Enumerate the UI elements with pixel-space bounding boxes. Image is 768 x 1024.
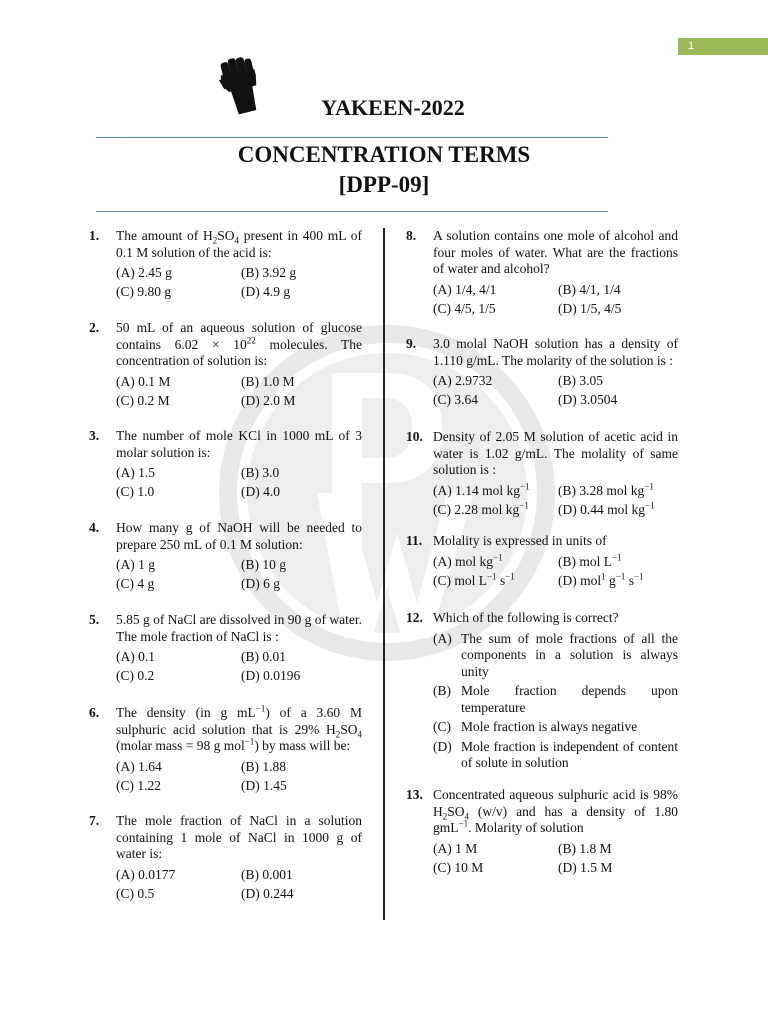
option-c: [433, 502, 529, 519]
option-label: (B): [241, 465, 263, 480]
question-stem: A solution contains one mole of alcohol and four moles of water. What are the fractions of water and alcohol?: [433, 228, 678, 276]
option-a: [433, 282, 496, 299]
column-divider: [383, 228, 385, 920]
option-text: 0.2 M: [137, 392, 170, 408]
option-text: 10 M: [454, 859, 484, 875]
option-b: [241, 759, 286, 776]
question-number: 3.: [89, 428, 100, 443]
question-stem: The density (in g $mL^{-1}$) of a 3.60 M sulphuric acid solution that is 29% $H_2SO_4$ (molar mass = 98 g mol$^{-1}$) by mass will be:: [116, 703, 362, 753]
dpp-number: [DPP-09]: [338, 172, 430, 197]
option-a: [116, 265, 172, 282]
option-text: 1.22: [137, 777, 161, 793]
option-text: 0.1: [138, 649, 155, 664]
option-c: [116, 484, 154, 501]
option-label: (A): [116, 265, 139, 280]
option-label: (B): [241, 373, 263, 389]
question-number: 4.: [89, 520, 100, 535]
option-label: (D): [241, 284, 264, 299]
option-label: (C): [433, 859, 455, 875]
option-text: 0.001: [262, 866, 293, 882]
option-text: 0.0196: [263, 668, 301, 683]
option-text: The sum of mole fractions of all the components in a solution is always unity: [461, 630, 678, 679]
option-label: (A): [116, 866, 139, 882]
option-label: (A): [433, 373, 456, 388]
option-c: [116, 393, 170, 410]
option-c: [433, 573, 515, 590]
question-number: 12.: [406, 610, 423, 625]
option-text: 10 g: [262, 557, 286, 572]
option-c: [433, 301, 496, 318]
option-text: 1 g: [138, 557, 155, 572]
option-label: (D): [558, 572, 581, 588]
option-a: [116, 374, 170, 391]
option-c: [116, 886, 154, 903]
option-label: (C): [116, 484, 138, 499]
option-text: Mole fraction is always negative: [461, 719, 638, 734]
option-text: mol $L^{-1}$ $s^{-1}$: [454, 571, 515, 588]
option-text: 1/4, 4/1: [455, 281, 497, 297]
question-stem: The number of mole KCl in 1000 mL of 3 molar solution is:: [116, 428, 362, 460]
option-label: (A): [433, 630, 452, 646]
option-text: 3.28 mol $kg^{-1}$: [579, 481, 654, 498]
option-text: 1.64: [138, 758, 162, 774]
option-label: (D): [241, 777, 264, 793]
option-label: (D): [558, 300, 581, 316]
option-label: (B): [558, 281, 580, 297]
option-text: 3.0504: [580, 392, 618, 407]
option-text: 4.9 g: [263, 284, 291, 299]
option-text: 0.2: [137, 668, 155, 683]
option-text: 3.64: [454, 392, 478, 407]
option-label: (D): [241, 885, 264, 901]
option-a: [116, 759, 162, 776]
option-c: [433, 860, 483, 877]
option-label: (C): [116, 392, 138, 408]
option-a: [433, 373, 492, 390]
question-number: 6.: [89, 705, 100, 720]
option-label: (A): [433, 482, 456, 498]
question-number: 7.: [89, 813, 100, 828]
option-text: 1.0 M: [262, 373, 295, 389]
question-number: 11.: [406, 533, 423, 548]
option-text: 0.44 mol $kg^{-1}$: [580, 500, 655, 517]
question-number: 8.: [406, 228, 417, 243]
option-text: 4.0: [263, 484, 280, 499]
option-d: [241, 284, 290, 301]
option-text: 0.244: [263, 885, 294, 901]
option-text: 4/1, 1/4: [579, 281, 621, 297]
option-b: [241, 465, 279, 482]
question-stem: The amount of $H_2SO_4$ present in 400 mL of 0.1 M solution of the acid is:: [116, 228, 362, 260]
option-b: [558, 554, 622, 571]
option-label: (A): [433, 281, 456, 297]
option-b: [241, 374, 295, 391]
option-c: [116, 284, 171, 301]
option-label: (B): [241, 866, 263, 882]
option-label: (D): [241, 668, 264, 683]
question-number: 13.: [406, 787, 423, 802]
option-text: 3.05: [579, 373, 603, 388]
option-text: 2.45 g: [138, 265, 172, 280]
option-text: 1.8 M: [579, 840, 612, 856]
option-a: [433, 483, 530, 500]
option-label: (D): [241, 392, 264, 408]
option-label: (B): [558, 553, 580, 569]
page-number-badge: 1: [678, 38, 768, 55]
option-d: [241, 886, 294, 903]
option-label: (B): [433, 683, 451, 698]
option-label: (B): [558, 840, 580, 856]
option-b: [241, 557, 286, 574]
option-text: 2.9732: [455, 373, 493, 388]
option-text: 1.88: [262, 758, 286, 774]
option-label: (D): [558, 501, 581, 517]
option-a: [433, 841, 477, 858]
option-d: [241, 484, 280, 501]
option-label: (A): [116, 465, 139, 480]
question-stem: Molality is expressed in units of: [433, 533, 607, 548]
question-stem: Concentrated aqueous sulphuric acid is 98% $H_2SO_4$ (w/v) and has a density of 1.80 gmL$^{-1}$. Molarity of solution: [433, 787, 678, 835]
option-label: (D): [558, 392, 581, 407]
option-text: 0.0177: [138, 866, 176, 882]
option-text: 1.5 M: [580, 859, 613, 875]
option-text: mol$^1$ $g^{-1}$ $s^{-1}$: [580, 571, 644, 588]
question-number: 9.: [406, 336, 417, 351]
option-text: 0.5: [137, 885, 155, 901]
option-a: [116, 867, 175, 884]
option-d: [558, 573, 644, 590]
question-stem: 50 mL of an aqueous solution of glucose contains $6.02 \times 10^{22}$ molecules. The concentration of solution is:: [116, 320, 362, 368]
question-stem: Which of the following is correct?: [433, 610, 619, 625]
option-d: [558, 860, 612, 877]
option-label: (C): [433, 719, 451, 734]
option-label: (B): [241, 758, 263, 774]
title-divider: [96, 137, 608, 138]
option-text: 1 M: [455, 840, 478, 856]
option-text: 3.0: [262, 465, 280, 480]
option-label: (B): [558, 373, 580, 388]
question-number: 1.: [89, 228, 100, 243]
option-c: [433, 392, 478, 409]
option-label: (B): [241, 649, 263, 664]
option-c: [116, 576, 154, 593]
option-d: [558, 301, 621, 318]
header-divider: [96, 211, 608, 212]
option-label: (C): [433, 572, 455, 588]
option-text: Mole fraction is independent of content of solute in solution: [461, 738, 678, 770]
option-label: (C): [116, 885, 138, 901]
option-label: (B): [241, 265, 263, 280]
option-label: (C): [433, 501, 455, 517]
option-text: mol $L^{-1}$: [579, 552, 622, 569]
option-text: 9.80 g: [137, 284, 172, 299]
option-label: (C): [116, 668, 138, 683]
question-number: 2.: [89, 320, 100, 335]
option-d: [241, 668, 300, 685]
option-text: 1.45: [263, 777, 287, 793]
option-label: (A): [116, 373, 139, 389]
option-b: [558, 841, 612, 858]
option-label: (C): [116, 777, 138, 793]
option-b: [558, 483, 654, 500]
option-a: [433, 554, 503, 571]
option-b: [241, 649, 286, 666]
option-text: 1.0: [137, 484, 155, 499]
page-title: YAKEEN-2022: [321, 95, 465, 120]
option-text: 2.28 mol $kg^{-1}$: [454, 500, 529, 517]
option-label: (C): [433, 300, 455, 316]
option-text: 4/5, 1/5: [454, 300, 496, 316]
option-text: 2.0 M: [263, 392, 296, 408]
option-text: 1.14 mol $kg^{-1}$: [455, 481, 530, 498]
topic-title: CONCENTRATION TERMS: [237, 142, 531, 167]
option-b: [558, 373, 603, 390]
option-text: 1.5: [138, 465, 155, 480]
question-stem: How many g of NaOH will be needed to prepare 250 mL of 0.1 M solution:: [116, 520, 362, 552]
option-d: [558, 502, 655, 519]
option-b: [241, 867, 293, 884]
option-b: [558, 282, 621, 299]
option-a: [116, 557, 155, 574]
option-label: (D): [558, 859, 581, 875]
option-text: 0.1 M: [138, 373, 171, 389]
question-number: 10.: [406, 429, 423, 444]
option-c: [116, 668, 154, 685]
option-d: [241, 576, 280, 593]
option-label: (A): [433, 553, 456, 569]
question-number: 5.: [89, 612, 100, 627]
option-d: [241, 778, 287, 795]
option-label: (C): [116, 284, 138, 299]
option-text: 6 g: [263, 576, 280, 591]
question-stem: The mole fraction of NaCl in a solution containing 1 mole of NaCl in 1000 g of water is:: [116, 813, 362, 861]
option-text: 4 g: [137, 576, 155, 591]
question-stem: 5.85 g of NaCl are dissolved in 90 g of water. The mole fraction of NaCl is :: [116, 612, 362, 644]
option-d: [558, 392, 617, 409]
option-a: [116, 465, 155, 482]
question-stem: Density of 2.05 M solution of acetic acid in water is 1.02 g/mL. The molality of same solution is :: [433, 429, 678, 477]
option-label: (C): [433, 392, 455, 407]
option-text: 3.92 g: [262, 265, 297, 280]
option-label: (D): [241, 576, 264, 591]
option-label: (A): [433, 840, 456, 856]
option-a: [116, 649, 155, 666]
option-label: (B): [558, 482, 580, 498]
option-label: (D): [241, 484, 264, 499]
option-b: [241, 265, 296, 282]
option-text: 0.01: [262, 649, 286, 664]
option-c: [116, 778, 161, 795]
option-d: [241, 393, 295, 410]
option-label: (A): [116, 649, 139, 664]
option-text: mol $kg^{-1}$: [455, 552, 503, 569]
option-label: (C): [116, 576, 138, 591]
option-label: (A): [116, 557, 139, 572]
question-stem: 3.0 molal NaOH solution has a density of 1.110 g/mL. The molarity of the solution is :: [433, 336, 678, 368]
option-label: (A): [116, 758, 139, 774]
dpp-heading: [0, 140, 768, 200]
option-text: Mole fraction depends upon temperature: [461, 683, 678, 715]
option-label: (D): [433, 738, 452, 754]
option-label: (B): [241, 557, 263, 572]
option-text: 1/5, 4/5: [580, 300, 622, 316]
